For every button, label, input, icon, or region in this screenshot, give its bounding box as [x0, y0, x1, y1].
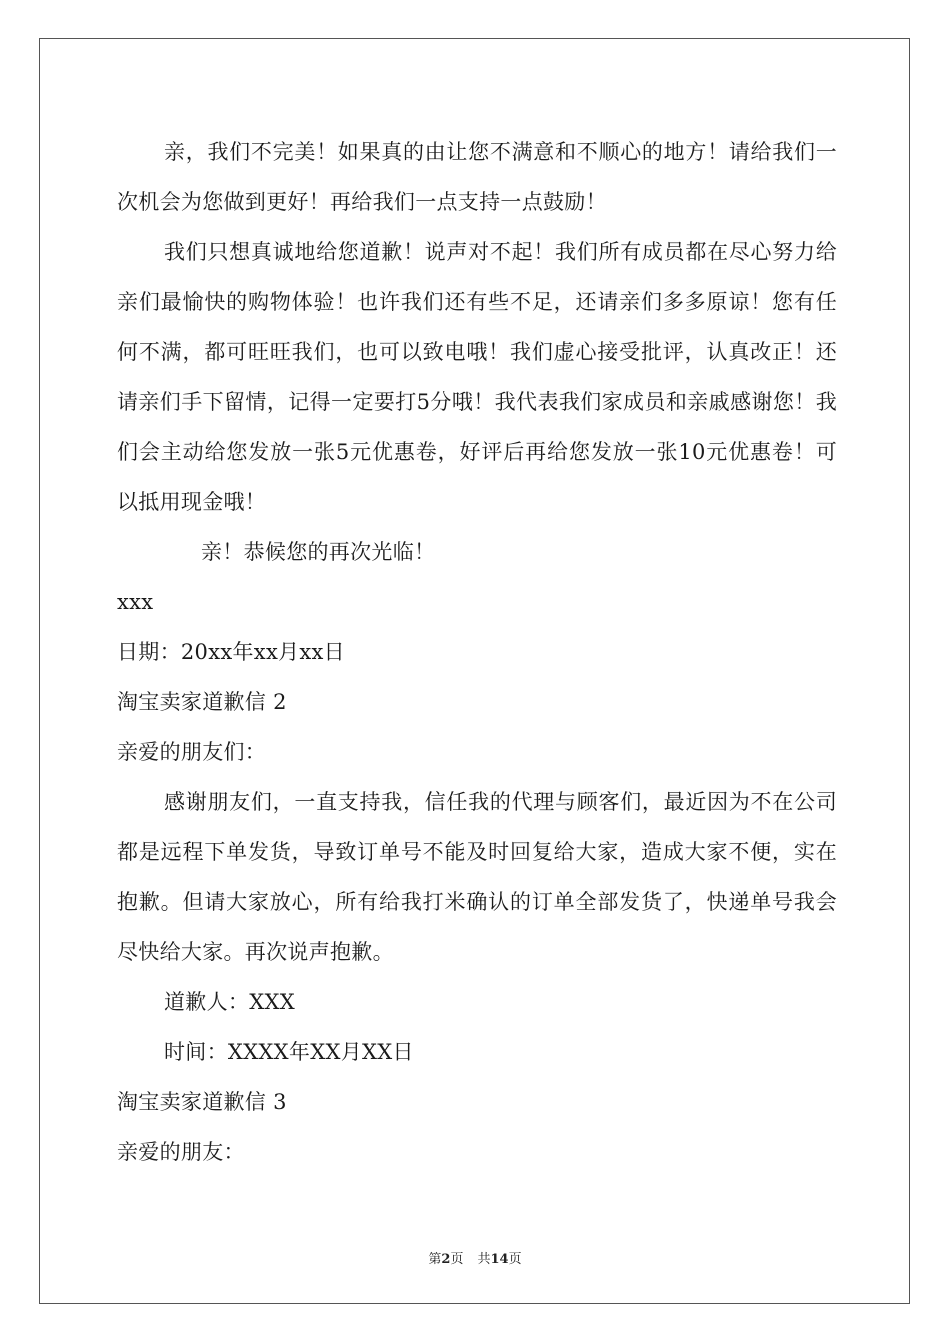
total-pages-count: 14 — [490, 1252, 509, 1267]
page-number-suffix: 页 — [450, 1252, 464, 1267]
signature-name: xxx — [117, 590, 154, 614]
page-number-current: 2 — [441, 1252, 451, 1267]
page-number-prefix: 第 — [428, 1252, 442, 1267]
section-heading-letter-2: 淘宝卖家道歉信 2 — [117, 690, 287, 714]
document-body — [117, 127, 837, 1177]
total-pages-prefix: 共 — [477, 1252, 491, 1267]
paragraph-apology-body: 我们只想真诚地给您道歉！说声对不起！我们所有成员都在尽心努力给亲们最愉快的购物体验！也许我们还有些不足，还请亲们多多原谅！您有任何不满，都可旺旺我们，也可以致电哦！我们虚心接受批评，认真改正！还请亲们手下留情，记得一定要打5分哦！我代表我们家成员和亲戚感谢您！我们会主动给您发放一张5元优惠卷，好评后再给您发放一张10元优惠卷！可以抵用现金哦！ — [117, 240, 837, 514]
page-footer — [0, 1248, 950, 1267]
signature-date: 日期：20xx年xx月xx日 — [117, 640, 345, 664]
paragraph-letter-2-body: 感谢朋友们，一直支持我，信任我的代理与顾客们，最近因为不在公司都是远程下单发货，导致订单号不能及时回复给大家，造成大家不便，实在抱歉。但请大家放心，所有给我打米确认的订单全部发货了，快递单号我会尽快给大家。再次说声抱歉。 — [117, 790, 837, 964]
section-heading-letter-3: 淘宝卖家道歉信 3 — [117, 1090, 287, 1114]
paragraph-apology-intro: 亲，我们不完美！如果真的由让您不满意和不顺心的地方！请给我们一次机会为您做到更好！再给我们一点支持一点鼓励！ — [117, 140, 837, 214]
salutation-letter-2: 亲爱的朋友们： — [117, 740, 267, 764]
letter-2-date: 时间：XXXX年XX月XX日 — [164, 1040, 414, 1064]
salutation-letter-3: 亲爱的朋友： — [117, 1140, 245, 1164]
letter-2-signer: 道歉人：XXX — [164, 990, 295, 1014]
total-pages-suffix: 页 — [508, 1252, 522, 1267]
paragraph-closing-greeting: 亲！恭候您的再次光临！ — [201, 540, 436, 564]
